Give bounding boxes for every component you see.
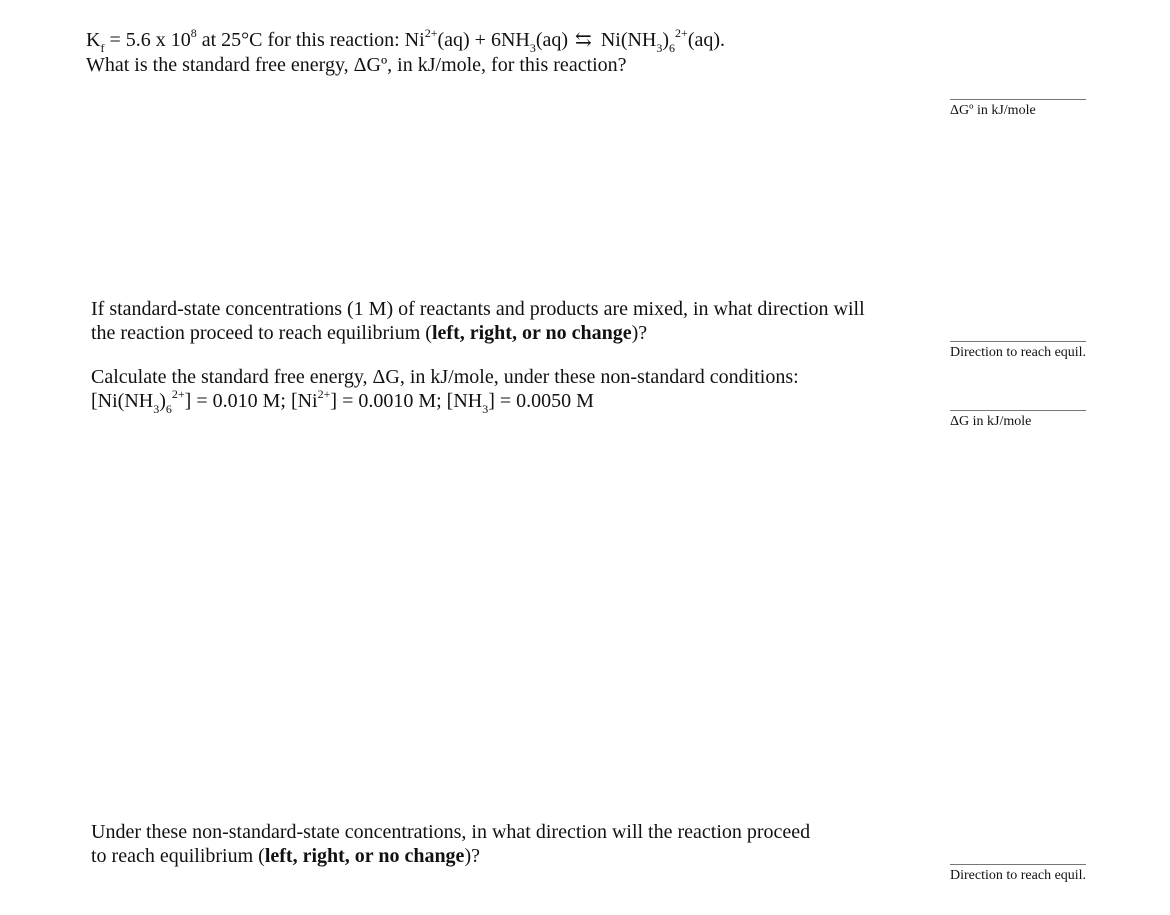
product-sub3: 3 xyxy=(656,41,663,55)
answer4-label: Direction to reach equil. xyxy=(950,868,1087,883)
conc-c: ] = 0.010 M; [Ni xyxy=(184,390,318,412)
conc-d: ] = 0.0010 M; [NH xyxy=(330,390,483,412)
product-end: (aq). xyxy=(687,29,726,51)
answer1-blank[interactable] xyxy=(950,99,1086,100)
conc-sub3b: 3 xyxy=(482,402,489,416)
question4-line2-end: )? xyxy=(464,845,480,867)
answer4-blank[interactable] xyxy=(950,864,1086,865)
conc-sub6: 6 xyxy=(165,402,172,416)
question4-choices: left, right, or no change xyxy=(264,845,465,867)
kf-value: = 5.6 x 10 xyxy=(104,29,191,51)
question2-line2 xyxy=(91,321,647,345)
question4-line2-start: to reach equilibrium ( xyxy=(91,845,265,867)
question3-line1: Calculate the standard free energy, ΔG, in kJ/mole, under these non-standard conditions: xyxy=(91,366,799,388)
equilibrium-arrow-icon: ⇆ xyxy=(575,29,592,51)
question3-line2 xyxy=(91,387,594,416)
answer1-label: ΔGº in kJ/mole xyxy=(950,103,1036,118)
product-charge: 2+ xyxy=(675,26,688,41)
question1-line2: What is the standard free energy, ΔGº, in kJ/mole, for this reaction? xyxy=(86,54,627,76)
kf-condition: at 25°C for this reaction: Ni xyxy=(196,29,425,51)
conc-charge1: 2+ xyxy=(171,387,185,402)
kf-symbol: K xyxy=(86,29,101,51)
conc-sub3: 3 xyxy=(153,402,160,416)
question2-line2-end: )? xyxy=(631,322,648,344)
reactants-mid: (aq) + 6NH xyxy=(437,29,530,51)
conc-a: [Ni(NH xyxy=(91,390,154,412)
kf-subscript: f xyxy=(100,41,105,55)
question2-line2-start: the reaction proceed to reach equilibrium ( xyxy=(91,322,432,344)
conc-charge2: 2+ xyxy=(317,387,331,402)
answer2-blank[interactable] xyxy=(950,341,1086,342)
nh3-subscript: 3 xyxy=(529,41,536,55)
question2-line1: If standard-state concentrations (1 M) of reactants and products are mixed, in what direction will xyxy=(91,298,865,320)
product-start: Ni(NH xyxy=(600,29,657,51)
conc-e: ] = 0.0050 M xyxy=(488,390,594,412)
answer3-blank[interactable] xyxy=(950,410,1086,411)
question4-line2 xyxy=(91,844,480,868)
question2-choices: left, right, or no change xyxy=(431,322,632,344)
product-paren: ) xyxy=(662,29,670,51)
conc-b: ) xyxy=(159,390,166,412)
question1-line1 xyxy=(86,26,726,55)
question4-line1: Under these non-standard-state concentrations, in what direction will the reaction proceed xyxy=(91,821,811,843)
reactants-end: (aq) xyxy=(535,29,569,51)
answer3-label: ΔG in kJ/mole xyxy=(950,414,1032,429)
product-sub6: 6 xyxy=(669,41,676,55)
ni-charge: 2+ xyxy=(424,26,438,41)
kf-exponent: 8 xyxy=(190,26,197,41)
answer2-label: Direction to reach equil. xyxy=(950,345,1087,360)
